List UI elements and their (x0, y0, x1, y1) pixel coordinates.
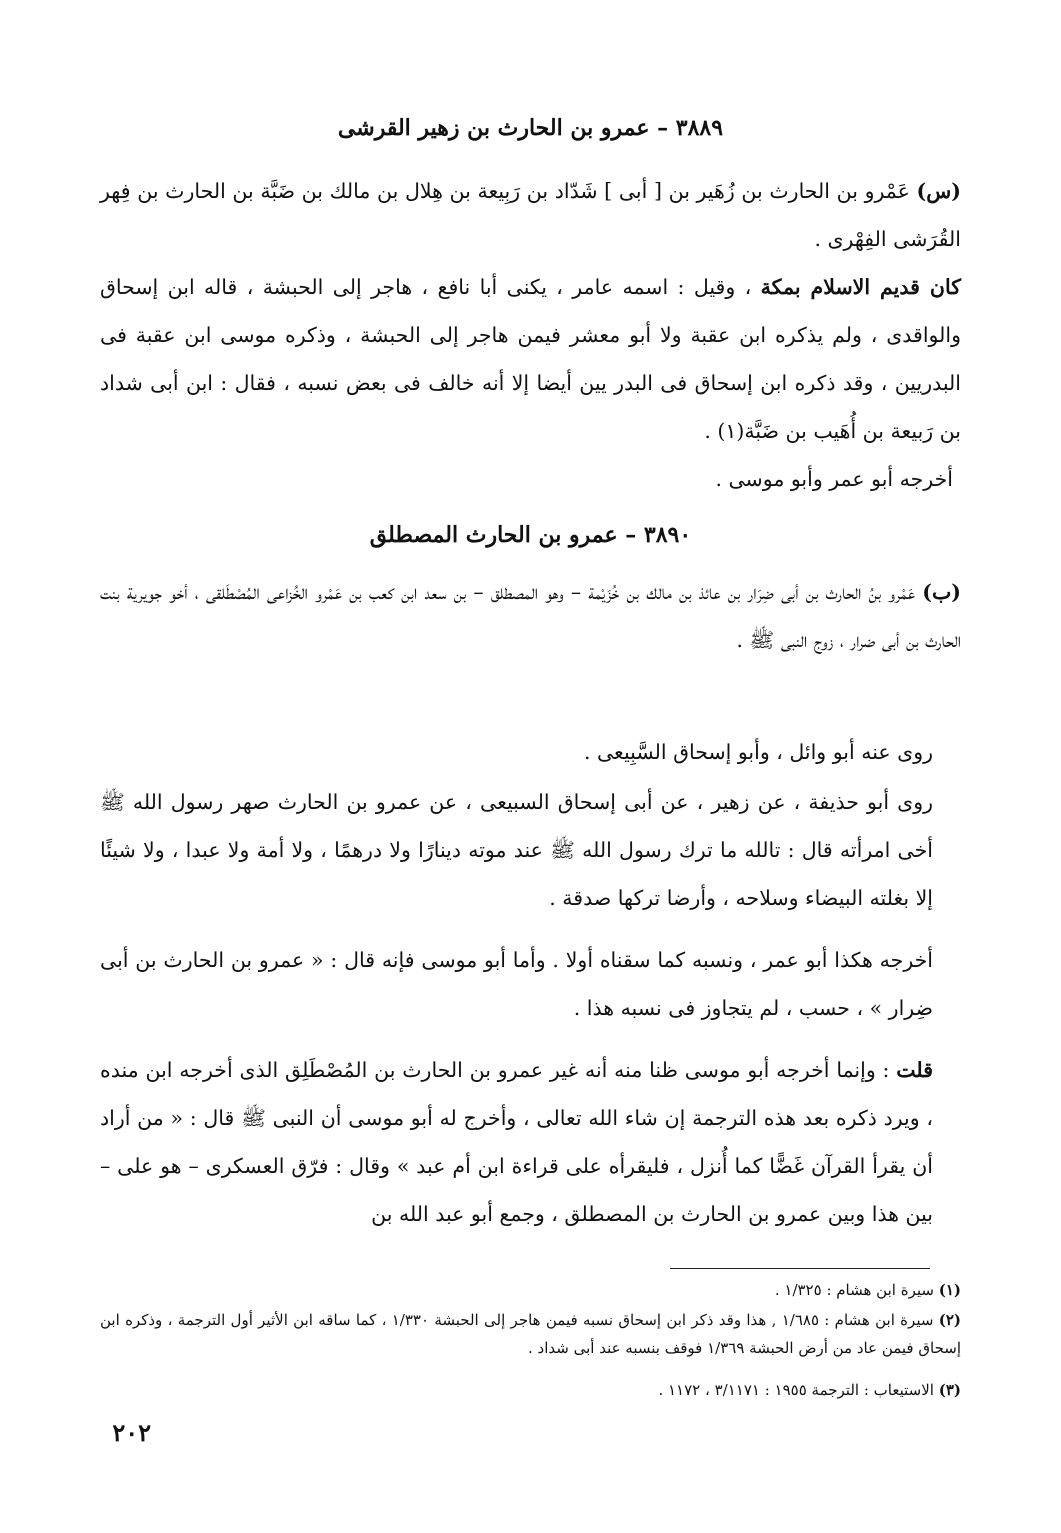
footnote-mark: (٢) (938, 1311, 962, 1329)
footnote-divider (670, 1268, 930, 1269)
paragraph-text: أخرجه هكذا أبو عمر ، ونسبه كما سقناه أولا . وأما أبو موسى فإنه قال : « عمرو بن الحارث بن أبى ضِرار » ، حسب ، لم يتجاوز فى نسبه هذا . (100, 948, 933, 1020)
paragraph-text: عَمْرو بن الحارث بن زُهَير بن [ أبى ] شَدّاد بن رَبِيعة بن هِلال بن مالك بن ضَبَّة بن الحارث بن فِهر القُرَشى الفِهْرى . (100, 179, 961, 251)
entry-heading: ٣٨٨٩ – عمرو بن الحارث بن زهير القرشى (337, 115, 724, 141)
entry-paragraph (100, 728, 961, 776)
entry-paragraph (100, 455, 961, 503)
paragraph-text: : وإنما أخرجه أبو موسى ظنا منه أنه غير عمرو بن الحارث بن المُصْطَلِق الذى أخرجه ابن منده ، ويرد ذكره بعد هذه الترجمة إن شاء الله تعالى ، وأخرج له أبو موسى أن النبى ﷺ قال : « من أراد أن يقرأ القرآن غَضًّا كما أُنزل ، فليقرأه على قراءة ابن أم عبد » وقال : فرّق العسكرى – هو على – بين هذا وبين عمرو بن الحارث بن المصطلق ، وجمع أبو عبد الله بن (100, 1058, 933, 1226)
entry-paragraph (100, 568, 961, 664)
paragraph-text: أخرجه أبو عمر وأبو موسى . (715, 467, 953, 491)
page-number: ٢٠٢ (112, 1418, 151, 1447)
entry-paragraph (100, 167, 961, 263)
footnote-text: سيرة ابن هشام : ١/٦٨٥ , هذا وقد ذكر ابن إسحاق نسبه فيمن هاجر إلى الحبشة ١/٣٣٠ ، كما ساقه ابن الأثير أول الترجمة ، وذكره ابن إسحاق فيمن عاد من أرض الحبشة ١/٣٦٩ فوقف بنسبه عند أبى شداد . (100, 1311, 961, 1357)
footnote (100, 1306, 961, 1362)
entry-paragraph (100, 1046, 961, 1238)
footnote-text: سيرة ابن هشام : ١/٣٢٥ . (774, 1281, 934, 1299)
footnote (100, 1276, 961, 1304)
paragraph-text: روى أبو حذيفة ، عن زهير ، عن أبى إسحاق السبيعى ، عن عمرو بن الحارث صهر رسول الله ﷺ أخى امرأته قال : تالله ما ترك رسول الله ﷺ عند موته دينارًا ولا درهمًا ، ولا أمة ولا عبدا ، ولا شيئًا إلا بغلته البيضاء وسلاحه ، وأرضا تركها صدقة . (100, 790, 933, 910)
entry-paragraph (100, 263, 961, 455)
footnote-mark: (١) (938, 1281, 961, 1299)
entry-paragraph (100, 936, 961, 1032)
footnote-text: الاستيعاب : الترجمة ١٩٥٥ : ٣/١١٧١ ، ١١٧٢ . (658, 1381, 934, 1399)
paragraph-lead: قلت (896, 1058, 933, 1082)
paragraph-lead: كان قديم الاسلام بمكة (760, 275, 961, 299)
entry-paragraph (100, 778, 961, 922)
paragraph-text: روى عنه أبو وائل ، وأبو إسحاق السَّبِيعى . (583, 740, 933, 764)
paragraph-text: عَمْرو بنُ الحارث بن أبى ضِرَار بن عائذ بن مالك بن خُزَيْمة – وهو المصطلق – بن سعد ابن كعب بن عَمْرو الخُزاعى المُصْطَلقى ، أخو جويرية بنت الحارث بن أبى ضرار ، زوج النبى ﷺ . (100, 580, 961, 652)
entry-heading: ٣٨٩٠ – عمرو بن الحارث المصطلق (369, 522, 692, 548)
source-code: (س) (916, 179, 961, 203)
source-code: (ب) (922, 580, 961, 604)
footnote-mark: (٣) (938, 1381, 961, 1399)
footnote (100, 1376, 961, 1404)
paragraph-text: ، وقيل : اسمه عامر ، يكنى أبا نافع ، هاجر إلى الحبشة ، قاله ابن إسحاق والواقدى ، ولم يذكره ابن عقبة ولا أبو معشر فيمن هاجر إلى الحبشة ، وذكره موسى ابن عقبة فى البدريين ، وقد ذكره ابن إسحاق فى البدر يين أيضا إلا أنه خالف فى بعض نسبه ، فقال : ابن أبى شداد بن رَبيعة بن أُهَيب بن ضَبَّة(١) . (100, 275, 961, 443)
